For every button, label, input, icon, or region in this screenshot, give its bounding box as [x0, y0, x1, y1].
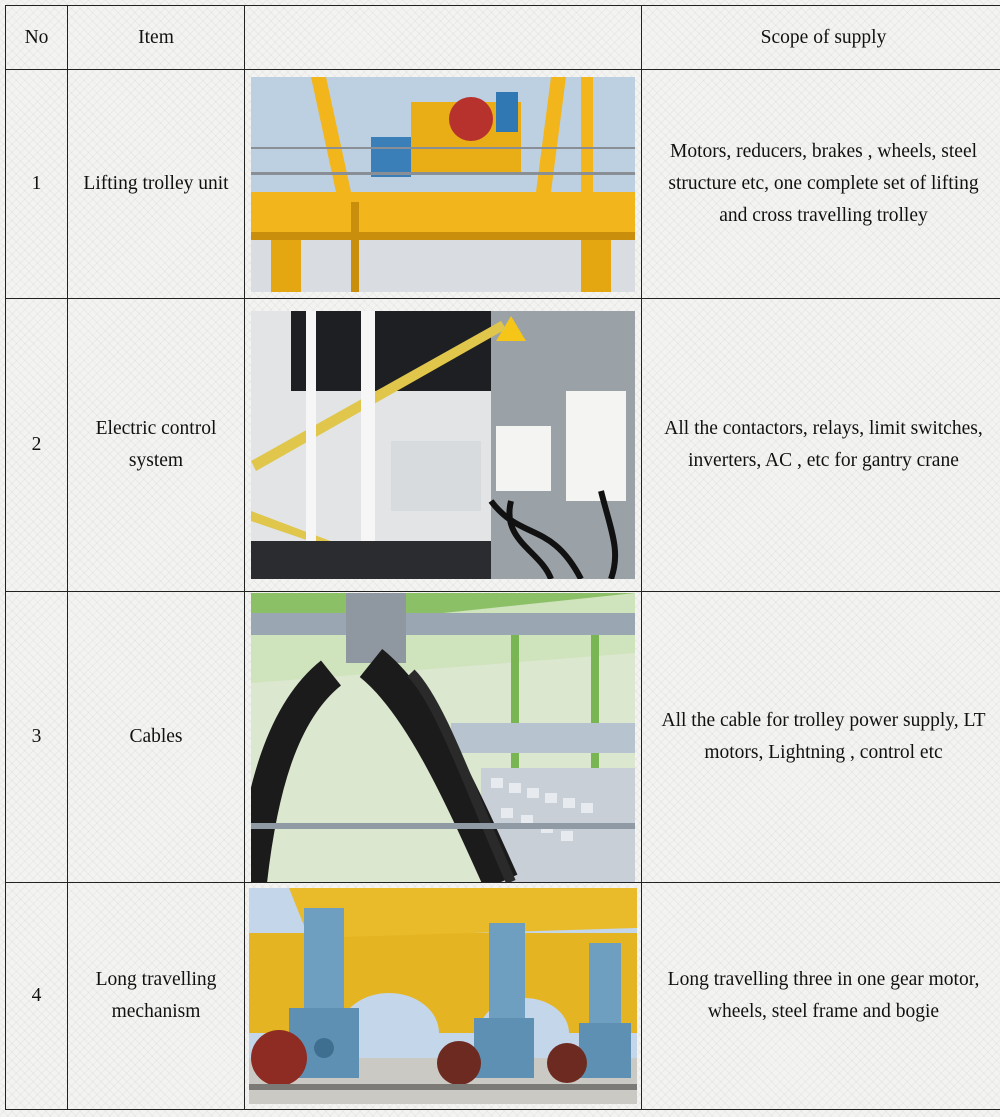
row-item: Cables	[68, 592, 245, 883]
row-image-cell	[245, 883, 642, 1110]
row-scope: All the contactors, relays, limit switches, inverters, AC , etc for gantry crane	[642, 299, 1000, 592]
row-scope: All the cable for trolley power supply, LT motors, Lightning , control etc	[642, 592, 1000, 883]
row-item: Long travelling mechanism	[68, 883, 245, 1110]
festoon-cable-photo	[251, 593, 635, 882]
header-item: Item	[68, 6, 245, 70]
row-number: 4	[6, 883, 68, 1110]
table-row	[6, 70, 1000, 299]
header-image	[245, 6, 642, 70]
travelling-mechanism-photo	[249, 888, 637, 1104]
header-no: No	[6, 6, 68, 70]
row-number: 1	[6, 70, 68, 299]
table-row	[6, 883, 1000, 1110]
row-image-cell	[245, 70, 642, 299]
row-image-cell	[245, 299, 642, 592]
row-number: 2	[6, 299, 68, 592]
scope-of-supply-table	[5, 5, 1000, 1110]
row-item: Electric control system	[68, 299, 245, 592]
row-scope: Long travelling three in one gear motor, wheels, steel frame and bogie	[642, 883, 1000, 1110]
table-row	[6, 299, 1000, 592]
row-number: 3	[6, 592, 68, 883]
table-row	[6, 592, 1000, 883]
row-item: Lifting trolley unit	[68, 70, 245, 299]
lifting-trolley-photo	[251, 77, 635, 292]
row-scope: Motors, reducers, brakes , wheels, steel structure etc, one complete set of lifting and cross travelling trolley	[642, 70, 1000, 299]
table-header-row	[6, 6, 1000, 70]
electric-cabinet-photo	[251, 311, 635, 579]
row-image-cell	[245, 592, 642, 883]
header-scope: Scope of supply	[642, 6, 1000, 70]
